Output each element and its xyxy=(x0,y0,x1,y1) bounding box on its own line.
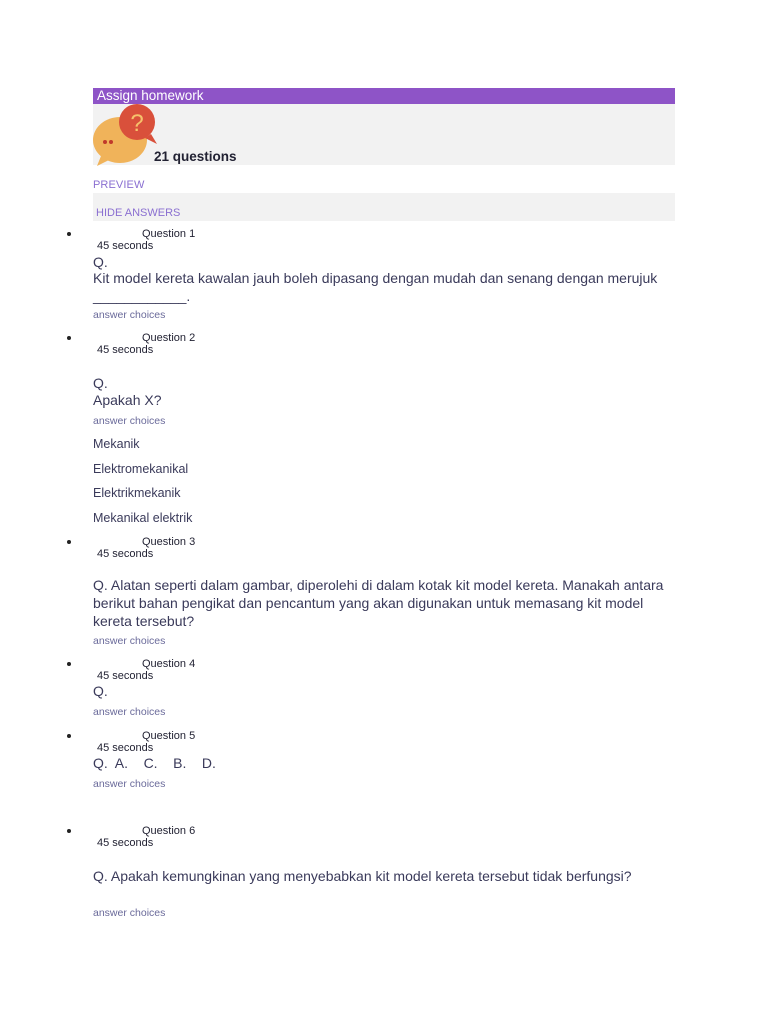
question-text: Kit model kereta kawalan jauh boleh dipasang dengan mudah dan senang dengan merujuk ____________. xyxy=(93,270,658,304)
question-time: 45 seconds xyxy=(97,742,154,754)
list-bullet xyxy=(67,336,71,340)
hide-answers-bar xyxy=(93,193,675,221)
question-label: Question 3 xyxy=(142,536,196,548)
question-label: Question 5 xyxy=(142,730,196,742)
question-time: 45 seconds xyxy=(97,548,154,560)
assign-homework-title: Assign homework xyxy=(93,88,675,104)
question-text: Q. xyxy=(93,683,108,699)
list-bullet xyxy=(67,662,71,666)
question-text: Q. Alatan seperti dalam gambar, diperolehi di dalam kotak kit model kereta. Manakah antara berikut bahan pengikat dan pencantum yang akan digunakan untuk memasang kit model kereta tersebut? xyxy=(93,577,664,629)
list-bullet xyxy=(67,540,71,544)
answer-choices-label: answer choices xyxy=(93,706,166,718)
question-time: 45 seconds xyxy=(97,240,154,252)
question-label: Question 6 xyxy=(142,825,196,837)
question-text: Apakah X? xyxy=(93,392,162,408)
answer-choice[interactable]: Elektrikmekanik xyxy=(93,486,181,500)
answer-choice[interactable]: Elektromekanikal xyxy=(93,462,189,476)
question-label: Question 1 xyxy=(142,228,196,240)
question-label: Question 4 xyxy=(142,658,196,670)
question-text: Q. A. C. B. D. xyxy=(93,755,216,771)
question-prefix: Q. xyxy=(93,254,108,270)
answer-choices-label: answer choices xyxy=(93,635,166,647)
list-bullet xyxy=(67,734,71,738)
answer-choices-label: answer choices xyxy=(93,415,166,427)
quiz-info-box xyxy=(93,104,675,165)
list-bullet xyxy=(67,232,71,236)
svg-text:?: ? xyxy=(130,110,144,137)
homework-card xyxy=(93,88,675,165)
answer-choices-label: answer choices xyxy=(93,907,166,919)
answer-choice[interactable]: Mekanik xyxy=(93,437,140,451)
answer-choices-label: answer choices xyxy=(93,778,166,790)
question-bubble-icon xyxy=(93,104,159,166)
question-label: Question 2 xyxy=(142,332,196,344)
question-time: 45 seconds xyxy=(97,837,154,849)
question-time: 45 seconds xyxy=(97,670,154,682)
answer-choice[interactable]: Mekanikal elektrik xyxy=(93,511,193,525)
answer-choices-label: answer choices xyxy=(93,309,166,321)
list-bullet xyxy=(67,829,71,833)
question-prefix: Q. xyxy=(93,375,108,391)
question-time: 45 seconds xyxy=(97,344,154,356)
question-count: 21 questions xyxy=(154,149,237,164)
hide-answers-link[interactable]: HIDE ANSWERS xyxy=(96,207,181,219)
question-text: Q. Apakah kemungkinan yang menyebabkan kit model kereta tersebut tidak berfungsi? xyxy=(93,868,632,884)
preview-link[interactable]: PREVIEW xyxy=(93,179,145,191)
